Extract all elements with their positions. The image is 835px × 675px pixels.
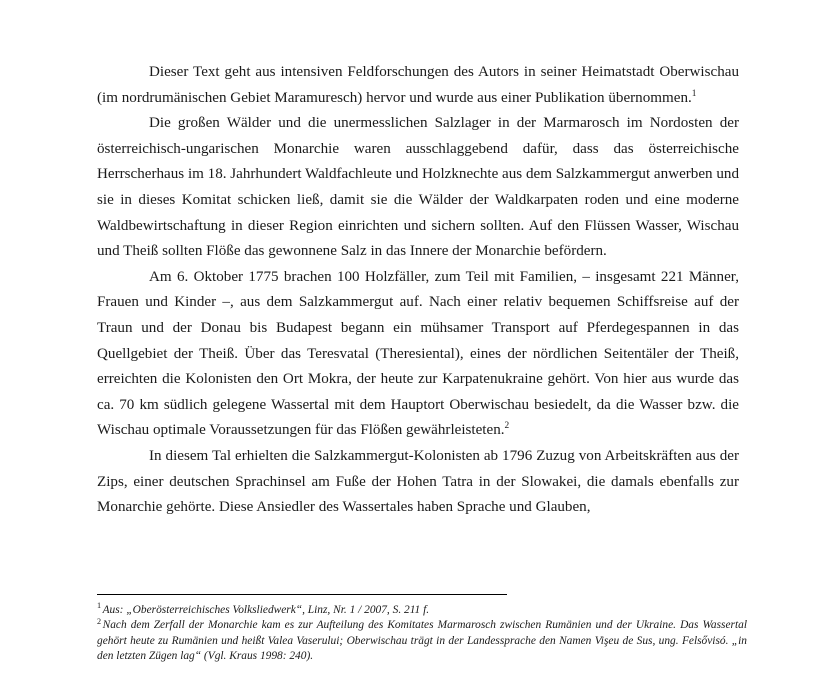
paragraph-4-text: In diesem Tal erhielten die Salzkammergut-Kolonisten ab 1796 Zuzug von Arbeitskräften aus der Zips, einer deutschen Sprachinsel am Fuße der Hohen Tatra in der Slowakei, die damals ebenfalls zur Monarchie gehörte. Diese Ansiedler des Wassertales haben Sprache und Glauben, — [97, 447, 739, 516]
footnote-item-1 — [97, 603, 747, 618]
footnote-area — [97, 594, 747, 665]
footnote-number-2: 2 — [97, 616, 102, 626]
footnote-2-text: Nach dem Zerfall der Monarchie kam es zur Aufteilung des Komitates Marmarosch zwischen Rumänien und der Ukraine. Das Wassertal gehört heute zu Rumänien und heißt Valea Vaserului; Oberwischau trägt in der Landessprache den Namen Vişeu de Sus, ung. Felsővisó. „in den letzten Zügen lag“ (Vgl. Kraus 1998: 240). — [97, 619, 747, 663]
paragraph-4 — [97, 444, 739, 521]
body-text-block — [97, 60, 739, 521]
footnote-number-1: 1 — [97, 601, 102, 611]
paragraph-2-text: Die großen Wälder und die unermesslichen Salzlager in der Marmarosch im Nordosten der österreichisch-ungarischen Monarchie waren ausschlaggebend dafür, dass das österreichische Herrscherhaus im 18. Jahrhundert Waldfachleute und Holzknechte aus dem Salzkammergut anwerben und sie in dieses Komitat schicken ließ, damit sie die Wälder der Waldkarpaten roden und eine moderne Waldbewirtschaftung in dieser Region einrichten und sichern sollten. Auf den Flüssen Wasser, Wischau und Theiß sollten Flöße das gewonnene Salz in das Innere der Monarchie befördern. — [97, 115, 740, 260]
footnote-separator-rule — [97, 594, 507, 595]
paragraph-3 — [97, 265, 739, 444]
footnote-reference-1[interactable]: 1 — [691, 88, 697, 99]
paragraph-1 — [97, 60, 739, 111]
footnote-item-2 — [97, 618, 747, 664]
paragraph-3-text: Am 6. Oktober 1775 brachen 100 Holzfäller, zum Teil mit Familien, – insgesamt 221 Männer, Frauen und Kinder –, aus dem Salzkammergut auf. Nach einer relativ bequemen Schiffsreise auf der Traun und der Donau bis Budapest begann ein mühsamer Transport auf Pferdegespannen in das Quellgebiet der Theiß. Über das Teresvatal (Theresiental), eines der nördlichen Seitentäler der Theiß, erreichten die Kolonisten den Ort Mokra, der heute zur Karpatenukraine gehört. Von hier aus wurde das ca. 70 km südlich gelegene Wassertal mit dem Hauptort Oberwischau besiedelt, da die Wasser bzw. die Wischau optimale Voraussetzungen für das Flößen gewährleisteten. — [97, 268, 739, 439]
paragraph-1-text: Dieser Text geht aus intensiven Feldforschungen des Autors in seiner Heimatstadt Oberwischau (im nordrumänischen Gebiet Maramuresch) hervor und wurde aus einer Publikation übernommen. — [97, 64, 739, 106]
footnote-reference-2[interactable]: 2 — [504, 421, 510, 432]
paragraph-2 — [97, 111, 739, 265]
footnote-1-text: Aus: „Oberösterreichisches Volksliedwerk“, Linz, Nr. 1 / 2007, S. 211 f. — [102, 604, 430, 616]
